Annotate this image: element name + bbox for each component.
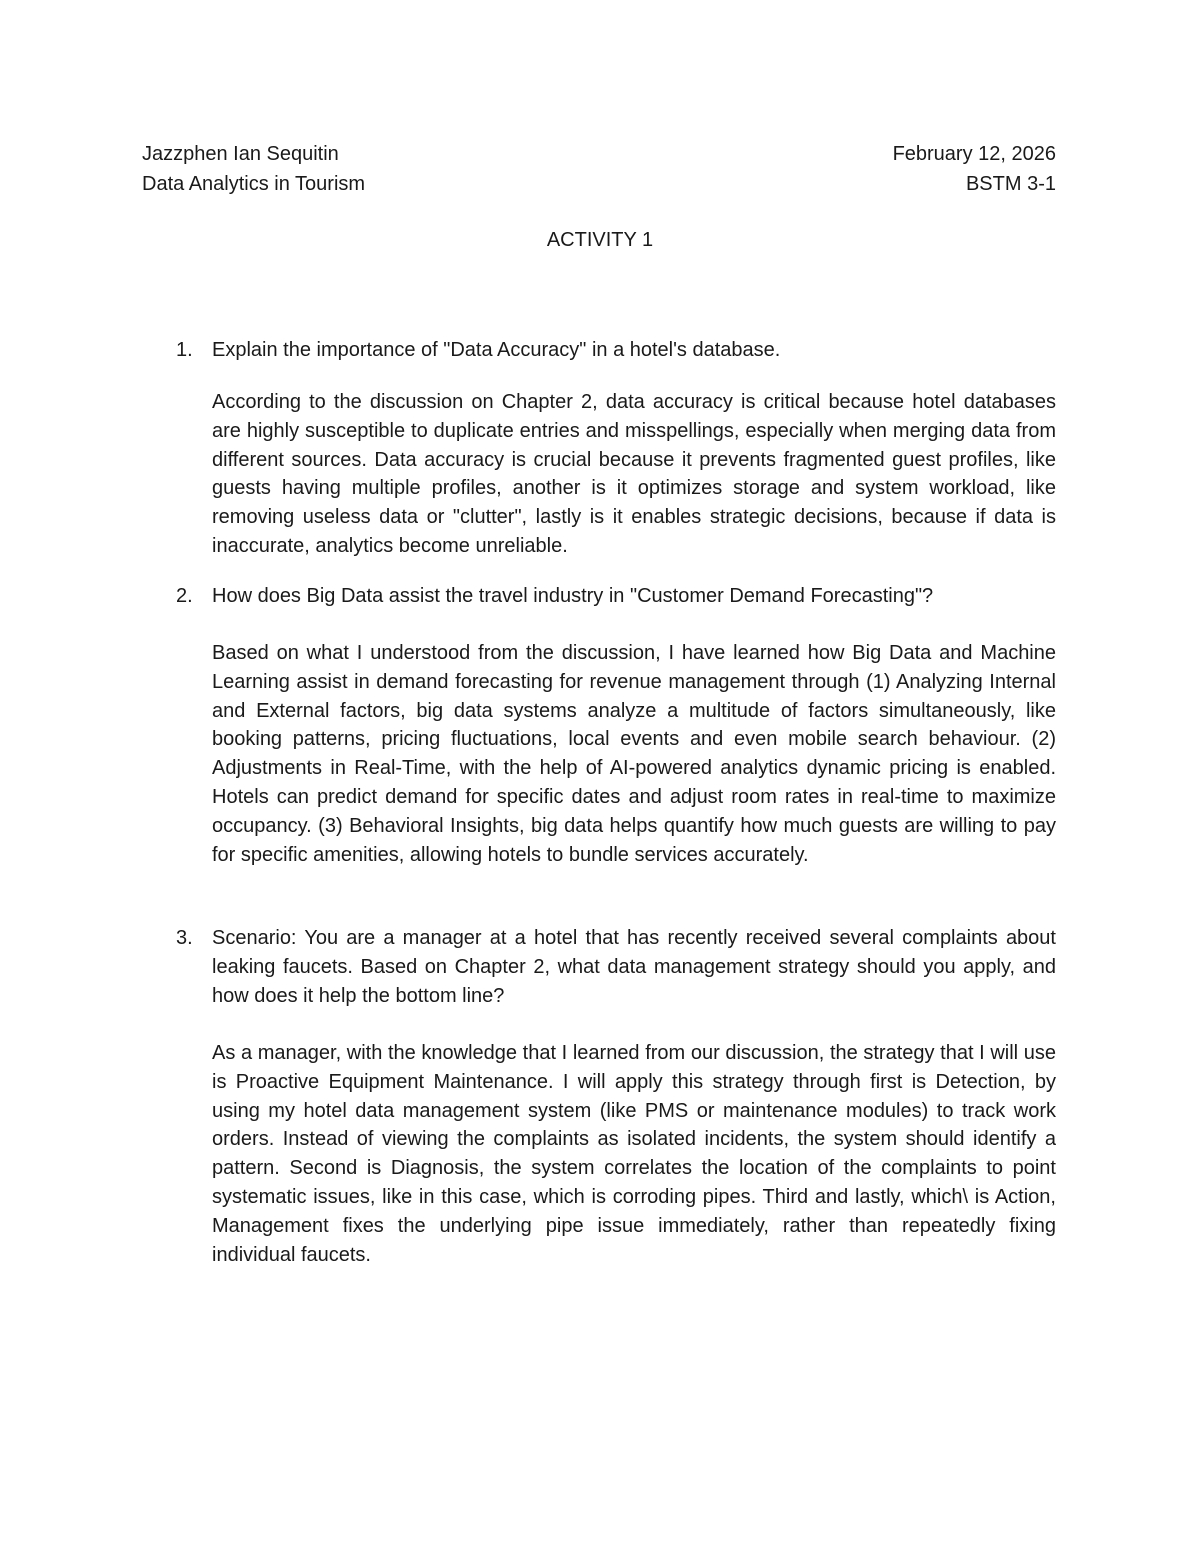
question-item-1	[142, 336, 1056, 561]
question-line	[142, 336, 1056, 365]
answer-paragraph: Based on what I understood from the discussion, I have learned how Big Data and Machine Learning assist in demand forecasting for revenue management through (1) Analyzing Internal and External factors, big data systems analyze a multitude of factors simultaneously, like booking patterns, pricing fluctuations, local events and even mobile search behaviour. (2) Adjustments in Real-Time, with the help of AI-powered analytics dynamic pricing is enabled. Hotels can predict demand for specific dates and adjust room rates in real-time to maximize occupancy. (3) Behavioral Insights, big data helps quantify how much guests are willing to pay for specific amenities, allowing hotels to bundle services accurately.	[212, 642, 1056, 866]
class-section: BSTM 3-1	[965, 173, 1056, 195]
student-name: Jazzphen Ian Sequitin	[142, 143, 339, 165]
question-number: 3.	[176, 927, 193, 949]
question-number: 1.	[176, 339, 193, 361]
header-row-bottom	[142, 170, 1056, 198]
question-item-2	[142, 582, 1056, 869]
question-text: Scenario: You are a manager at a hotel that has recently received several complaints about leaking faucets. Based on Chapter 2, what data management strategy should you apply, and how does it help the bottom line?	[212, 927, 1056, 1007]
question-text: Explain the importance of "Data Accuracy" in a hotel's database.	[212, 339, 781, 361]
question-text: How does Big Data assist the travel industry in "Customer Demand Forecasting"?	[212, 585, 934, 607]
question-line	[142, 924, 1056, 1011]
submission-date: February 12, 2026	[892, 143, 1056, 165]
question-line	[142, 582, 1056, 611]
question-number: 2.	[176, 585, 193, 607]
header-row-top	[142, 140, 1056, 168]
answer-paragraph: As a manager, with the knowledge that I learned from our discussion, the strategy that I will use is Proactive Equipment Maintenance. I will apply this strategy through first is Detection, by using my hotel data management system (like PMS or maintenance modules) to track work orders. Instead of viewing the complaints as isolated incidents, the system should identify a pattern. Second is Diagnosis, the system correlates the location of the complaints to point systematic issues, like in this case, which is corroding pipes. Third and lastly, which\ is Action, Management fixes the underlying pipe issue immediately, rather than repeatedly fixing individual faucets.	[212, 1042, 1056, 1266]
question-item-3	[142, 924, 1056, 1269]
answer-paragraph: According to the discussion on Chapter 2, data accuracy is critical because hotel databases are highly susceptible to duplicate entries and misspellings, especially when merging data from different sources. Data accuracy is crucial because it prevents fragmented guest profiles, like guests having multiple profiles, another is it optimizes storage and system workload, like removing useless data or "clutter", lastly is it enables strategic decisions, because if data is inaccurate, analytics become unreliable.	[212, 391, 1056, 557]
page-title: ACTIVITY 1	[546, 229, 654, 251]
course-name: Data Analytics in Tourism	[142, 173, 366, 195]
